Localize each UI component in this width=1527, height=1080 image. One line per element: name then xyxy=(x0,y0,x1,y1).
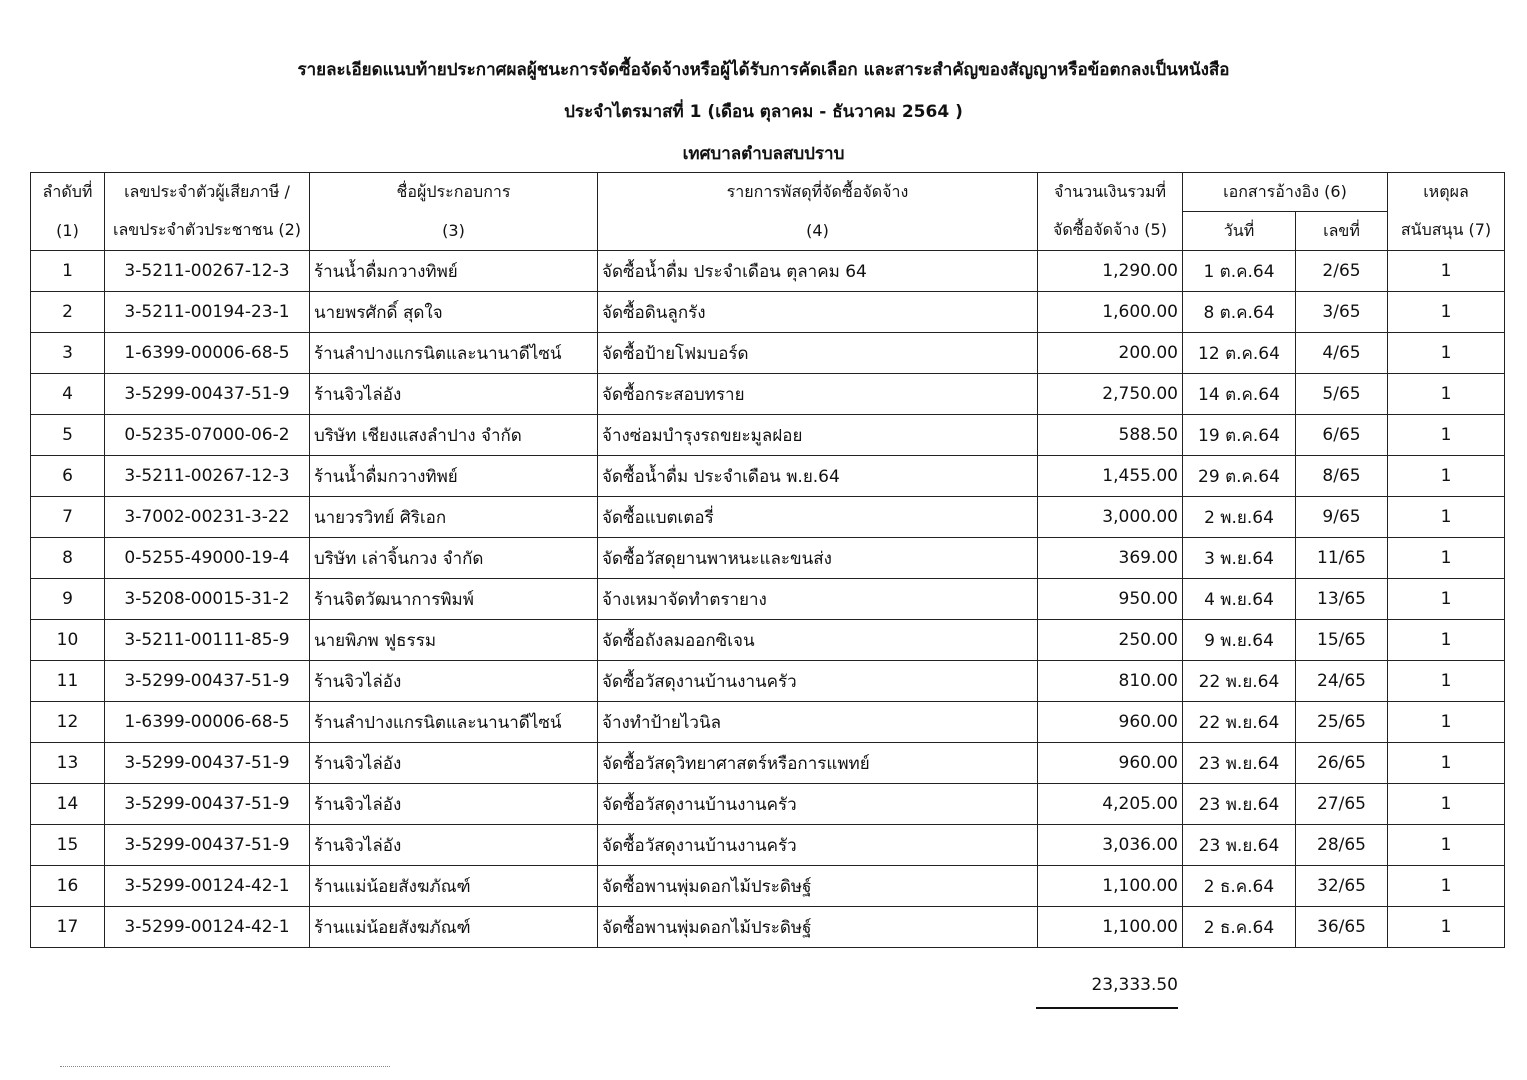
cell-item: จัดซื้อวัสดุงานบ้านงานครัว xyxy=(598,661,1038,702)
cell-ref-date: 23 พ.ย.64 xyxy=(1183,825,1296,866)
cell-ref-date: 23 พ.ย.64 xyxy=(1183,743,1296,784)
cell-ref-no: 6/65 xyxy=(1296,415,1388,456)
cell-tax-id: 3-5208-00015-31-2 xyxy=(105,579,310,620)
header-reference: เอกสารอ้างอิง (6) xyxy=(1183,173,1388,212)
cell-ref-date: 2 ธ.ค.64 xyxy=(1183,907,1296,948)
cell-vendor: บริษัท เชียงแสงลำปาง จำกัด xyxy=(310,415,598,456)
cell-ref-date: 19 ต.ค.64 xyxy=(1183,415,1296,456)
cell-vendor: นายวรวิทย์ ศิริเอก xyxy=(310,497,598,538)
cell-reason: 1 xyxy=(1388,579,1505,620)
cell-ref-date: 22 พ.ย.64 xyxy=(1183,702,1296,743)
cell-amount: 960.00 xyxy=(1038,702,1183,743)
cell-tax-id: 3-5211-00111-85-9 xyxy=(105,620,310,661)
cell-tax-id: 3-5299-00437-51-9 xyxy=(105,743,310,784)
cell-ref-no: 27/65 xyxy=(1296,784,1388,825)
cell-no: 11 xyxy=(31,661,105,702)
cell-no: 2 xyxy=(31,292,105,333)
cell-amount: 4,205.00 xyxy=(1038,784,1183,825)
header-ref-no: เลขที่ xyxy=(1296,212,1388,251)
cell-ref-date: 12 ต.ค.64 xyxy=(1183,333,1296,374)
cell-tax-id: 3-5299-00437-51-9 xyxy=(105,825,310,866)
cell-item: จัดซื้อป้ายโฟมบอร์ด xyxy=(598,333,1038,374)
cell-item: จัดซื้อถังลมออกซิเจน xyxy=(598,620,1038,661)
table-row xyxy=(31,784,1505,825)
cell-vendor: นายพรศักดิ์ สุดใจ xyxy=(310,292,598,333)
cell-ref-date: 2 พ.ย.64 xyxy=(1183,497,1296,538)
cell-amount: 950.00 xyxy=(1038,579,1183,620)
cell-ref-no: 11/65 xyxy=(1296,538,1388,579)
header-taxid-index: เลขประจำตัวประชาชน (2) xyxy=(105,212,310,251)
procurement-table xyxy=(30,172,1505,948)
cell-ref-date: 3 พ.ย.64 xyxy=(1183,538,1296,579)
cell-amount: 2,750.00 xyxy=(1038,374,1183,415)
cell-tax-id: 3-5211-00194-23-1 xyxy=(105,292,310,333)
cell-ref-no: 8/65 xyxy=(1296,456,1388,497)
cell-amount: 369.00 xyxy=(1038,538,1183,579)
table-row xyxy=(31,374,1505,415)
cell-vendor: ร้านจิวไล่อัง xyxy=(310,661,598,702)
cell-no: 13 xyxy=(31,743,105,784)
cell-vendor: นายพิภพ ฟูธรรม xyxy=(310,620,598,661)
footer-note-line xyxy=(60,1066,390,1073)
cell-ref-no: 28/65 xyxy=(1296,825,1388,866)
table-row xyxy=(31,825,1505,866)
cell-item: จัดซื้อน้ำดื่ม ประจำเดือน ตุลาคม 64 xyxy=(598,251,1038,292)
cell-no: 1 xyxy=(31,251,105,292)
cell-ref-no: 5/65 xyxy=(1296,374,1388,415)
total-underline xyxy=(1036,1007,1178,1009)
cell-item: จัดซื้อดินลูกรัง xyxy=(598,292,1038,333)
cell-item: จัดซื้อแบตเตอรี่ xyxy=(598,497,1038,538)
cell-tax-id: 3-5299-00124-42-1 xyxy=(105,866,310,907)
header-vendor: ชื่อผู้ประกอบการ xyxy=(310,173,598,212)
cell-amount: 1,290.00 xyxy=(1038,251,1183,292)
cell-ref-date: 22 พ.ย.64 xyxy=(1183,661,1296,702)
cell-reason: 1 xyxy=(1388,538,1505,579)
cell-amount: 1,600.00 xyxy=(1038,292,1183,333)
header-no-index: (1) xyxy=(31,212,105,251)
cell-reason: 1 xyxy=(1388,251,1505,292)
document-organization: เทศบาลตำบลสบปราบ xyxy=(682,144,845,164)
cell-amount: 1,455.00 xyxy=(1038,456,1183,497)
table-row xyxy=(31,579,1505,620)
cell-amount: 200.00 xyxy=(1038,333,1183,374)
cell-reason: 1 xyxy=(1388,415,1505,456)
table-row xyxy=(31,333,1505,374)
cell-ref-no: 26/65 xyxy=(1296,743,1388,784)
grand-total: 23,333.50 xyxy=(1091,975,1178,995)
header-reason-index: สนับสนุน (7) xyxy=(1388,212,1505,251)
header-amount-index: จัดซื้อจัดจ้าง (5) xyxy=(1038,212,1183,251)
cell-no: 12 xyxy=(31,702,105,743)
cell-tax-id: 0-5235-07000-06-2 xyxy=(105,415,310,456)
cell-item: จัดซื้อพานพุ่มดอกไม้ประดิษฐ์ xyxy=(598,866,1038,907)
cell-ref-no: 15/65 xyxy=(1296,620,1388,661)
cell-ref-date: 4 พ.ย.64 xyxy=(1183,579,1296,620)
cell-ref-date: 14 ต.ค.64 xyxy=(1183,374,1296,415)
cell-amount: 1,100.00 xyxy=(1038,907,1183,948)
cell-no: 7 xyxy=(31,497,105,538)
cell-vendor: ร้านจิตวัฒนาการพิมพ์ xyxy=(310,579,598,620)
cell-reason: 1 xyxy=(1388,497,1505,538)
cell-amount: 3,000.00 xyxy=(1038,497,1183,538)
cell-ref-date: 8 ต.ค.64 xyxy=(1183,292,1296,333)
cell-item: จัดซื้อวัสดุยานพาหนะและขนส่ง xyxy=(598,538,1038,579)
cell-no: 8 xyxy=(31,538,105,579)
cell-amount: 250.00 xyxy=(1038,620,1183,661)
header-ref-date: วันที่ xyxy=(1183,212,1296,251)
header-no: ลำดับที่ xyxy=(31,173,105,212)
table-body xyxy=(31,251,1505,948)
cell-no: 6 xyxy=(31,456,105,497)
cell-tax-id: 1-6399-00006-68-5 xyxy=(105,333,310,374)
cell-ref-no: 2/65 xyxy=(1296,251,1388,292)
cell-item: จ้างเหมาจัดทำตรายาง xyxy=(598,579,1038,620)
cell-ref-date: 2 ธ.ค.64 xyxy=(1183,866,1296,907)
cell-tax-id: 3-7002-00231-3-22 xyxy=(105,497,310,538)
cell-tax-id: 3-5299-00437-51-9 xyxy=(105,661,310,702)
cell-no: 3 xyxy=(31,333,105,374)
cell-no: 15 xyxy=(31,825,105,866)
cell-vendor: ร้านจิวไล่อัง xyxy=(310,374,598,415)
cell-ref-date: 1 ต.ค.64 xyxy=(1183,251,1296,292)
cell-vendor: ร้านแม่น้อยสังฆภัณฑ์ xyxy=(310,907,598,948)
cell-no: 16 xyxy=(31,866,105,907)
cell-item: จัดซื้อน้ำดื่ม ประจำเดือน พ.ย.64 xyxy=(598,456,1038,497)
cell-tax-id: 1-6399-00006-68-5 xyxy=(105,702,310,743)
cell-no: 17 xyxy=(31,907,105,948)
cell-tax-id: 3-5299-00124-42-1 xyxy=(105,907,310,948)
cell-amount: 960.00 xyxy=(1038,743,1183,784)
cell-vendor: ร้านจิวไล่อัง xyxy=(310,784,598,825)
table-row xyxy=(31,702,1505,743)
cell-ref-date: 9 พ.ย.64 xyxy=(1183,620,1296,661)
table-row xyxy=(31,251,1505,292)
table-row xyxy=(31,907,1505,948)
cell-reason: 1 xyxy=(1388,374,1505,415)
cell-reason: 1 xyxy=(1388,743,1505,784)
cell-reason: 1 xyxy=(1388,456,1505,497)
cell-item: จัดซื้อวัสดุงานบ้านงานครัว xyxy=(598,784,1038,825)
cell-item: จัดซื้อกระสอบทราย xyxy=(598,374,1038,415)
cell-no: 5 xyxy=(31,415,105,456)
cell-no: 9 xyxy=(31,579,105,620)
cell-reason: 1 xyxy=(1388,333,1505,374)
cell-item: จัดซื้อวัสดุงานบ้านงานครัว xyxy=(598,825,1038,866)
cell-item: จ้างทำป้ายไวนิล xyxy=(598,702,1038,743)
cell-ref-no: 36/65 xyxy=(1296,907,1388,948)
table-row xyxy=(31,456,1505,497)
cell-reason: 1 xyxy=(1388,661,1505,702)
cell-reason: 1 xyxy=(1388,907,1505,948)
table-row xyxy=(31,292,1505,333)
cell-ref-no: 9/65 xyxy=(1296,497,1388,538)
cell-vendor: บริษัท เล่าจิ้นกวง จำกัด xyxy=(310,538,598,579)
header-taxid: เลขประจำตัวผู้เสียภาษี / xyxy=(105,173,310,212)
cell-vendor: ร้านลำปางแกรนิตและนานาดีไซน์ xyxy=(310,333,598,374)
cell-reason: 1 xyxy=(1388,825,1505,866)
table-row xyxy=(31,415,1505,456)
cell-ref-no: 4/65 xyxy=(1296,333,1388,374)
cell-ref-no: 3/65 xyxy=(1296,292,1388,333)
cell-no: 10 xyxy=(31,620,105,661)
cell-reason: 1 xyxy=(1388,866,1505,907)
header-item: รายการพัสดุที่จัดซื้อจัดจ้าง xyxy=(598,173,1038,212)
table-row xyxy=(31,497,1505,538)
cell-vendor: ร้านลำปางแกรนิตและนานาดีไซน์ xyxy=(310,702,598,743)
cell-item: จัดซื้อวัสดุวิทยาศาสตร์หรือการแพทย์ xyxy=(598,743,1038,784)
cell-tax-id: 0-5255-49000-19-4 xyxy=(105,538,310,579)
cell-reason: 1 xyxy=(1388,702,1505,743)
table-row xyxy=(31,743,1505,784)
cell-tax-id: 3-5299-00437-51-9 xyxy=(105,374,310,415)
cell-reason: 1 xyxy=(1388,292,1505,333)
header-vendor-index: (3) xyxy=(310,212,598,251)
cell-ref-no: 24/65 xyxy=(1296,661,1388,702)
document-period: ประจำไตรมาสที่ 1 (เดือน ตุลาคม - ธันวาคม 2564 ) xyxy=(564,102,963,122)
table-row xyxy=(31,620,1505,661)
cell-item: จ้างซ่อมบำรุงรถขยะมูลฝอย xyxy=(598,415,1038,456)
cell-vendor: ร้านจิวไล่อัง xyxy=(310,743,598,784)
cell-no: 4 xyxy=(31,374,105,415)
cell-amount: 1,100.00 xyxy=(1038,866,1183,907)
cell-ref-no: 25/65 xyxy=(1296,702,1388,743)
cell-vendor: ร้านน้ำดื่มกวางทิพย์ xyxy=(310,251,598,292)
cell-ref-date: 23 พ.ย.64 xyxy=(1183,784,1296,825)
cell-tax-id: 3-5211-00267-12-3 xyxy=(105,251,310,292)
cell-tax-id: 3-5299-00437-51-9 xyxy=(105,784,310,825)
cell-ref-no: 13/65 xyxy=(1296,579,1388,620)
cell-item: จัดซื้อพานพุ่มดอกไม้ประดิษฐ์ xyxy=(598,907,1038,948)
table-row xyxy=(31,538,1505,579)
cell-vendor: ร้านจิวไล่อัง xyxy=(310,825,598,866)
table-row xyxy=(31,866,1505,907)
cell-ref-date: 29 ต.ค.64 xyxy=(1183,456,1296,497)
cell-tax-id: 3-5211-00267-12-3 xyxy=(105,456,310,497)
header-amount: จำนวนเงินรวมที่ xyxy=(1038,173,1183,212)
document-title: รายละเอียดแนบท้ายประกาศผลผู้ชนะการจัดซื้อจัดจ้างหรือผู้ได้รับการคัดเลือก และสาระสำคัญของสัญญาหรือข้อตกลงเป็นหนังสือ xyxy=(297,60,1230,80)
cell-ref-no: 32/65 xyxy=(1296,866,1388,907)
table-row xyxy=(31,661,1505,702)
cell-vendor: ร้านน้ำดื่มกวางทิพย์ xyxy=(310,456,598,497)
cell-reason: 1 xyxy=(1388,784,1505,825)
cell-amount: 588.50 xyxy=(1038,415,1183,456)
cell-amount: 3,036.00 xyxy=(1038,825,1183,866)
header-reason: เหตุผล xyxy=(1388,173,1505,212)
header-item-index: (4) xyxy=(598,212,1038,251)
cell-vendor: ร้านแม่น้อยสังฆภัณฑ์ xyxy=(310,866,598,907)
cell-reason: 1 xyxy=(1388,620,1505,661)
cell-no: 14 xyxy=(31,784,105,825)
cell-amount: 810.00 xyxy=(1038,661,1183,702)
